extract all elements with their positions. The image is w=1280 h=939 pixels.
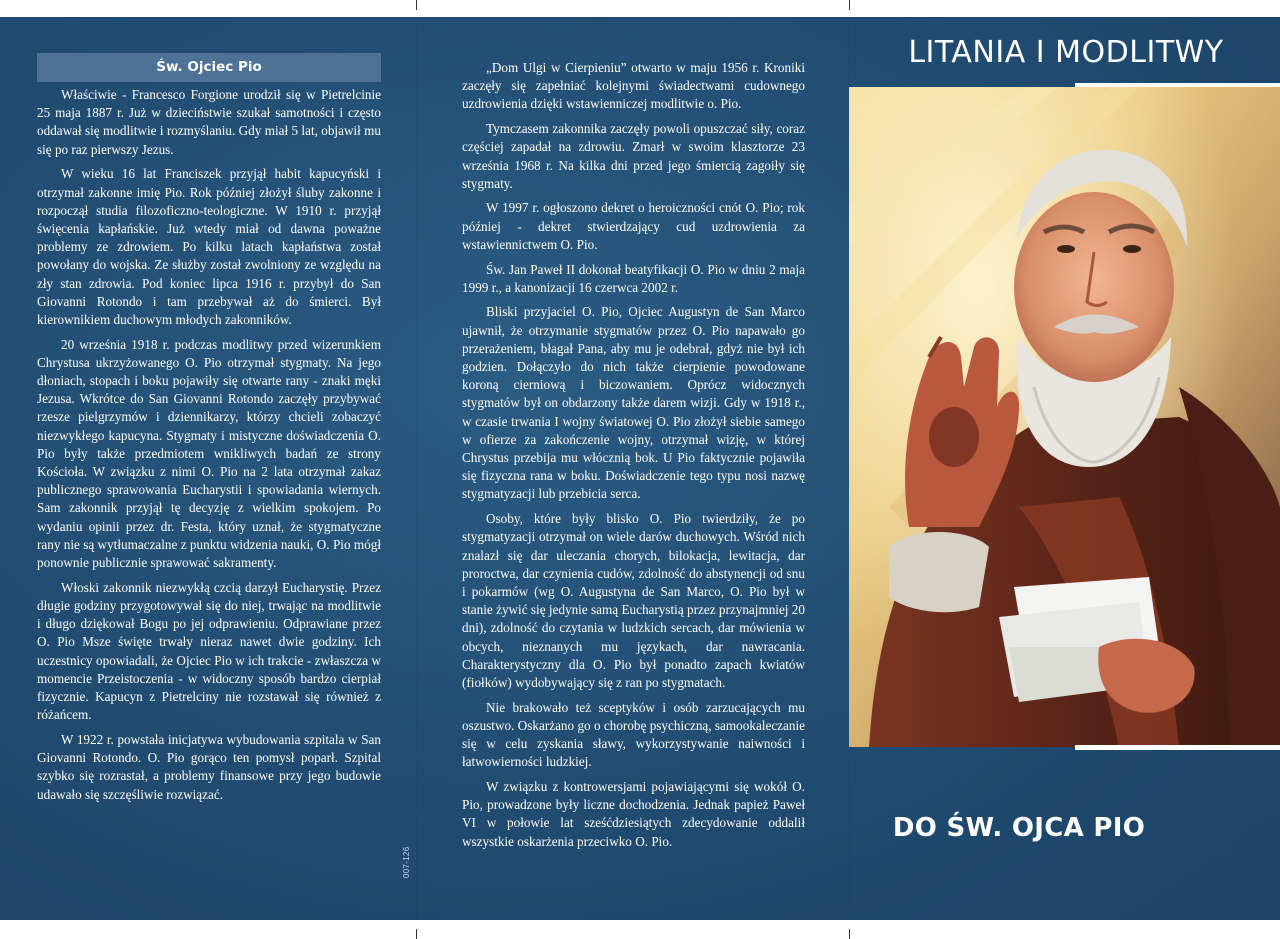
portrait-image	[849, 87, 1280, 747]
biography-column-left	[37, 86, 381, 810]
paragraph: W 1922 r. powstała inicjatywa wybudowania szpitala w San Giovanni Rotondo. O. Pio gorąco ten pomysł poparł. Szpital szybko się rozrastał, a problemy finansowe przy jego budowie udawało się szczęśliwie rozwiązać.	[37, 731, 381, 802]
paragraph: W wieku 16 lat Franciszek przyjął habit kapucyński i otrzymał zakonne imię Pio. Rok później złożył śluby zakonne i rozpoczął studia filozoficzno-teologiczne. W 1910 r. przyjął święcenia kapłańskie. Już wtedy miał od dawna poważne problemy ze zdrowiem. Po kilku latach kapłaństwa został powołany do wojska. Ze służby został zwolniony ze względu na zły stan zdrowia. Pod koniec lipca 1916 r. przybył do San Giovanni Rotondo i tam przebywał aż do śmierci. Był kierownikiem duchowym młodych zakonników.	[37, 166, 381, 327]
cover-rule-bottom	[1075, 745, 1280, 750]
paragraph: Osoby, które były blisko O. Pio twierdziły, że po stygmatyzacji otrzymał on wiele darów duchowych. Wśród nich znalazł się dar uleczania chorych, bilokacja, lewitacja, dar proroctwa, dar czynienia cudów, zdolność do abstynencji od snu i pokarmów (wg O. Augustyna de San Marco, O. Pio był w stanie żywić się jedynie samą Eucharystią przez przynajmniej 20 dni), zdolność do czytania w ludzkich sercach, dar mówienia w obcych, nieznanych mu językach, dar nawracania. Charakterystyczny dla O. Pio był ponadto zapach kwiatów (fiołków) wydobywający się z ran po stygmatach.	[462, 511, 805, 690]
crop-mark-bottom-left	[416, 929, 417, 939]
fold-line-left	[416, 17, 417, 920]
paragraph: Św. Jan Paweł II dokonał beatyfikacji O. Pio w dniu 2 maja 1999 r., a kanonizacji 16 czerwca 2002 r.	[462, 261, 805, 295]
paragraph: Nie brakowało też sceptyków i osób zarzucających mu oszustwo. Oskarżano go o chorobę psychiczną, samookaleczanie się w celu zyskania sławy, wykorzystywanie naiwności i łatwowierności ludzkiej.	[462, 699, 805, 770]
biography-heading-bar	[37, 53, 381, 82]
biography-column-middle	[462, 59, 805, 857]
paragraph: Włoski zakonnik niezwykłą czcią darzył Eucharystię. Przez długie godziny przygotowywał się do niej, trwając na modlitwie i długo dziękował Bogu po jej odprawieniu. Odprawiane przez O. Pio Msze święte trwały nieraz nawet dwie godziny. Ich uczestnicy opowiadali, że Ojciec Pio w ich trakcie - zwłaszcza w momencie Przeistoczenia - w widoczny sposób bardzo cierpiał fizycznie. Kapucyn z Pietrelciny nie rozstawał się również z różańcem.	[37, 579, 381, 723]
crop-mark-top-right	[849, 0, 850, 10]
print-code: 007-126	[402, 846, 411, 878]
paragraph: W 1997 r. ogłoszono dekret o heroiczności cnót O. Pio; rok później - dekret stwierdzający cud uzdrowienia za wstawiennictwem O. Pio.	[462, 200, 805, 252]
paragraph: Właściwie - Francesco Forgione urodził się w Pietrelcinie 25 maja 1887 r. Już w dzieciństwie szukał samotności i często oddawał się modlitwie i rozmyślaniu. Gdy miał 5 lat, objawił mu się po raz pierwszy Jezus.	[37, 87, 381, 157]
paragraph: Tymczasem zakonnika zaczęły powoli opuszczać siły, coraz częściej zapadał na zdrowiu. Zmarł w swoim klasztorze 23 września 1968 r. Na kilka dni przed jego śmiercią zagoiły się stygmaty.	[462, 121, 805, 191]
crop-mark-bottom-right	[849, 929, 850, 939]
portrait-painting	[849, 87, 1280, 747]
paragraph: „Dom Ulgi w Cierpieniu” otwarto w maju 1956 r. Kroniki zaczęły się zapełniać kolejnymi świadectwami cudownego uzdrowienia dzięki wstawienniczej modlitwie o. Pio.	[462, 60, 805, 112]
paragraph: W związku z kontrowersjami pojawiającymi się wokół O. Pio, prowadzone były liczne dochodzenia. Jednak papież Paweł VI w połowie lat sześćdziesiątych zdecydowanie oddalił wszystkie oskarżenia przeciwko O. Pio.	[462, 779, 805, 849]
biography-heading: Św. Ojciec Pio	[156, 59, 262, 75]
cover-subtitle: DO ŚW. OJCA PIO	[892, 813, 1146, 843]
paragraph: 20 września 1918 r. podczas modlitwy przed wizerunkiem Chrystusa ukrzyżowanego O. Pio otrzymał stygmaty. Na jego dłoniach, stopach i boku pojawiły się otwarte rany - znaki męki Jezusa. Wkrótce do San Giovanni Rotondo zaczęły przybywać rzesze pielgrzymów i dziennikarzy, którzy chcieli zobaczyć niezwykłego kapucyna. Stygmaty i mistyczne doświadczenia O. Pio były także przedmiotem wnikliwych badań ze strony Kościoła. W związku z nimi O. Pio na 2 lata otrzymał zakaz publicznego sprawowania Eucharystii i spowiadania wiernych. Sam zakonnik przyjął tę decyzję z wielkim spokojem. Po wydaniu opinii przez dr. Festa, który uznał, że stygmatyczne rany nie są wytłumaczalne z punktu widzenia nauki, O. Pio mógł ponownie publicznie sprawować sakramenty.	[37, 336, 381, 571]
crop-mark-top-left	[416, 0, 417, 10]
paragraph: Bliski przyjaciel O. Pio, Ojciec Augustyn de San Marco ujawnił, że otrzymanie stygmatów przez O. Pio napawało go przerażeniem, błagał Pana, aby mu je odebrał, gdyż nie był ich godzien. Dołączyło do nich także cierpienie powodowane koroną cierniową i biczowaniem. Oprócz widocznych stygmatów był on obdarzony także darem wizji. Gdy w 1918 r., w czasie trwania I wojny światowej O. Pio złożył siebie samego w ofierze za zakończenie wojny, otrzymał wizję, w której Chrystus przebija mu włócznią bok. U Pio faktycznie pojawiła się fizyczna rana w boku. Doświadczenie tego typu nosi nazwę stygmatyzacji lub przebicia serca.	[462, 304, 805, 502]
cover-title: LITANIA I MODLITWY	[908, 35, 1224, 70]
